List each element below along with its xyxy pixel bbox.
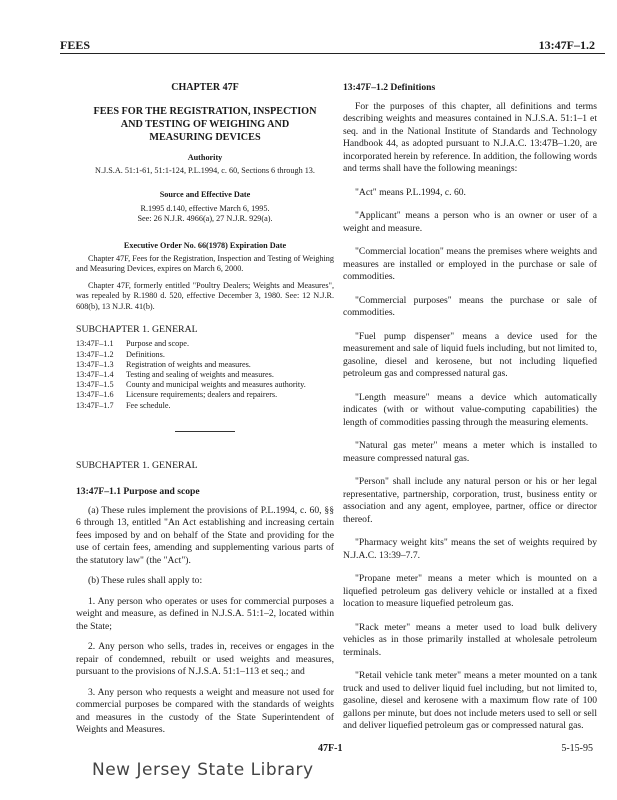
chapter-label: CHAPTER 47F: [171, 82, 239, 93]
toc-entry: 13:47F–1.3 Registration of weights and measures.: [76, 359, 251, 369]
definition: "Length measure" means a device which automatically indicates (with or without value-computing capabilities) the length of commodities passing through the measuring elements.: [343, 391, 597, 428]
definition: "Rack meter" means a meter used to load bulk delivery vehicles as in those primarily installed at wholesale petroleum terminals.: [343, 621, 597, 658]
definitions-intro: For the purposes of this chapter, all definitions and terms describing weights and measures contained in N.J.S.A. 51:1–1 et seq. and in the National Institute of Standards and Technology Handbook 44, as adopted pursuant to N.J.A.C. 13:47B–1.20, are incorporated herein by reference. In addition, the following words and terms shall have the following meanings:: [343, 100, 597, 174]
para-a: (a) These rules implement the provisions of P.L.1994, c. 60, §§ 6 through 13, entitled "An Act establishing and increasing certain fees imposed by and on behalf of the State and providing for the use of certain fees, amending and supplementing various parts of the statutory law" (the "Act").: [76, 504, 334, 566]
definition: "Commercial purposes" means the purchase or sale of commodities.: [343, 294, 597, 318]
toc-heading: SUBCHAPTER 1. GENERAL: [76, 323, 198, 335]
definition: "Applicant" means a person who is an owner or user of a weight and measure.: [343, 210, 597, 234]
authority-heading: Authority: [187, 152, 223, 162]
toc-entry: 13:47F–1.2 Definitions.: [76, 349, 165, 359]
footer-date: 5-15-95: [561, 743, 593, 754]
toc-entry: 13:47F–1.1 Purpose and scope.: [76, 339, 189, 349]
definition: "Retail vehicle tank meter" means a meter mounted on a tank truck and used to deliver liquid fuel including, but not limited to, gasoline, diesel and kerosene with a maximum flow rate of 100 gallons per minute, but does not include meters used to sell or sell and deliver liquefied petroleum gas or compressed natural gas.: [343, 670, 597, 731]
definition: "Propane meter" means a meter which is mounted on a liquefied petroleum gas delivery vehicle or installed at a fixed location to measure liquefied petroleum gas.: [343, 573, 597, 609]
section-divider: [175, 431, 235, 432]
source-line-2: See: 26 N.J.R. 4966(a), 27 N.J.R. 929(a).: [137, 214, 273, 224]
toc-entry: 13:47F–1.4 Testing and sealing of weights and measures.: [76, 370, 274, 380]
section-1-2-heading: 13:47F–1.2 Definitions: [343, 82, 436, 93]
definition: "Commercial location" means the premises where weights and measures are installed or employed in the purchase or sale of commodities.: [343, 246, 597, 282]
right-column: [343, 82, 597, 733]
former-chapter-note: Chapter 47F, formerly entitled "Poultry Dealers; Weights and Measures", was repealed by R.1980 d. 520, effective December 3, 1980. See: 12 N.J.R. 608(b), 13 N.J.R. 41(b).: [76, 280, 334, 311]
definition: "Act" means P.L.1994, c. 60.: [355, 186, 466, 198]
eo-text: Chapter 47F, Fees for the Registration, Inspection and Testing of Weighing and Measuring Devices, expires on March 6, 2000.: [76, 253, 334, 274]
item-1: 1. Any person who operates or uses for commercial purposes a weight and measure, as defined in N.J.S.A. 51:1–2, located within the State;: [76, 595, 334, 632]
item-2: 2. Any person who sells, trades in, receives or engages in the repair of condemned, rebuilt or used weights and measures, pursuant to the provisions of N.J.S.A. 51:1–113 et seq.; and: [76, 641, 334, 678]
definition: "Pharmacy weight kits" means the set of weights required by N.J.A.C. 13:39–7.7.: [343, 537, 597, 561]
toc-entry: 13:47F–1.5 County and municipal weights and measures authority.: [76, 380, 306, 390]
definition: "Natural gas meter" means a meter which is installed to measure compressed natural gas.: [343, 440, 597, 464]
chapter-title: FEES FOR THE REGISTRATION, INSPECTION AND TESTING OF WEIGHING AND MEASURING DEVICES: [93, 105, 317, 143]
library-stamp: New Jersey State Library: [92, 760, 314, 780]
subchapter-heading: SUBCHAPTER 1. GENERAL: [76, 459, 198, 471]
source-heading: Source and Effective Date: [159, 190, 251, 200]
authority-text: N.J.S.A. 51:1-61, 51:1-124, P.L.1994, c. 60, Sections 6 through 13.: [95, 165, 315, 175]
running-header-right: 13:47F–1.2: [538, 38, 595, 52]
page-number: 47F-1: [318, 743, 343, 754]
header-rule: [60, 53, 605, 54]
para-b: (b) These rules shall apply to:: [88, 575, 203, 587]
eo-heading: Executive Order No. 66(1978) Expiration Date: [123, 240, 287, 250]
definition: "Fuel pump dispenser" means a device used for the measurement and sale of liquid fuels including, but not limited to, gasoline, diesel and kerosene, but not including liquefied petroleum gas and compressed natural gas.: [343, 330, 597, 379]
running-header-left: FEES: [60, 38, 91, 52]
section-1-1-heading: 13:47F–1.1 Purpose and scope: [76, 486, 200, 498]
toc-list: [76, 339, 334, 410]
toc-entry: 13:47F–1.7 Fee schedule.: [76, 400, 171, 410]
definition: "Person" shall include any natural person or his or her legal representative, partnership, corporation, trust, business entity or association and any agent, employee, partner, office or director thereof.: [343, 476, 597, 525]
toc-entry: 13:47F–1.6 Licensure requirements; dealers and repairers.: [76, 390, 278, 400]
source-line-1: R.1995 d.140, effective March 6, 1995.: [140, 203, 270, 213]
item-3: 3. Any person who requests a weight and measure not used for commercial purposes be compared with the standards of weights and measures in the custody of the State Superintendent of Weights and Measures.: [76, 686, 334, 736]
left-column: [76, 82, 334, 737]
